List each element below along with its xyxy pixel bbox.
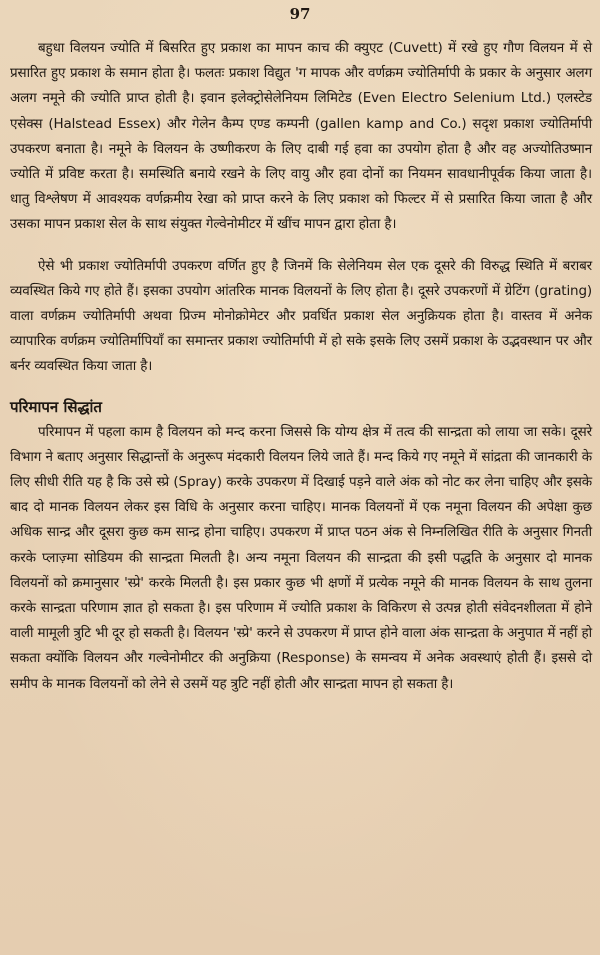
paragraph-spacer [10,238,592,254]
page-number: 97 [289,5,311,23]
section-heading: परिमापन सिद्धांत [10,397,102,416]
paragraph-measurement-principle: परिमापन में पहला काम है विलयन को मन्द करना जिससे कि योग्य क्षेत्र में तत्व की सान्द्रता को लाया जा सके। दूसरे विभाग ने बताए अनुसार सिद्धान्तों के अनुरूप मंदकारी विलयन लिये जाते हैं। मन्द किये गए नमूने में सांद्रता की जानकारी के लिए सीधी रीति यह है कि उसे स्प्रे (Spray) करके उपकरण में दिखाई पड़ने वाले अंक को नोट कर लेना चाहिए और इसके बाद दो मानक विलयन लेकर इस विधि के अनुसार करना चाहिए। मानक विलयनों में एक नमूना विलयन की अपेक्षा कुछ अधिक सान्द्र और दूसरा कुछ कम सान्द्र होना चाहिए। उपकरण में प्राप्त पठन अंक से निम्नलिखित रीति के अनुसार गिनती करके प्लाज़्मा सोडियम की सान्द्रता मिलती है। अन्य नमूना विलयन की सान्द्रता की इसी पद्धति के अनुसार दो मानक विलयनों को क्रमानुसार 'स्प्रे' करके मिलती है। इस प्रकार कुछ भी क्षणों में प्रत्येक नमूने की मानक विलयन के साथ तुलना करके सान्द्रता परिणाम ज्ञात हो सकता है। इस परिणाम में ज्योति प्रकाश के विकिरण से उत्पन्न होती संवेदनशीलता में होने वाली मामूली त्रुटि भी दूर हो सकती है। विलयन 'स्प्रे' करने से उपकरण में प्राप्त होने वाला अंक सान्द्रता के अनुपात में नहीं हो सकता क्योंकि विलयन और गल्वेनोमीटर की अनुक्रिया (Response) के समन्वय में अनेक अवस्थाएं होती हैं। इससे दो समीप के मानक विलयनों को लेने से उसमें यह त्रुटि नहीं होती और सान्द्रता मापन हो सकता है। [10,423,592,692]
paragraph-photometer-measurement: बहुधा विलयन ज्योति में बिसरित हुए प्रकाश का मापन काच की क्युएट (Cuvett) में रखे हुए गौण विलयन में से प्रसारित हुए प्रकाश के समान होता है। फलतः प्रकाश विद्युत 'ग मापक और वर्णक्रम ज्योतिर्मापी के प्रकार के अनुसार अलग अलग नमूने की ज्योति प्राप्त होती है। इवान इलेक्ट्रोसेलेनियम लिमिटेड (Even Electro Selenium Ltd.) एलस्टेड एसेक्स (Halstead Essex) और गेलेन कैम्प एण्ड कम्पनी (gallen kamp and Co.) सदृश प्रकाश ज्योतिर्मापी उपकरण बनाता है। नमूने के विलयन के उष्णीकरण के लिए दाबी गई हवा का उपयोग होता है और वह अज्योतिउष्मान ज्योति में प्रविष्ट करता है। समस्थिति बनाये रखने के लिए वायु और हवा दोनों का नियमन सावधानीपूर्वक किया जाता है। धातु विश्लेषण में आवश्यक वर्णक्रमीय रेखा को प्राप्त करने के लिए प्रकाश को फिल्टर में से प्रसारित किया जाता है और उसका मापन प्रकाश सेल के साथ संयुक्त गेल्वेनोमीटर में खींच मापन द्वारा होता है। [10,40,592,233]
paragraph-photometer-instruments: ऐसे भी प्रकाश ज्योतिर्मापी उपकरण वर्णित हुए है जिनमें कि सेलेनियम सेल एक दूसरे की विरुद्ध स्थिति में बराबर व्यवस्थित किये गए होते हैं। इसका उपयोग आंतरिक मानक विलयनों के लिए होता है। दूसरे उपकरणों में ग्रेटिंग (grating) वाला वर्णक्रम ज्योतिर्मापी अथवा प्रिज्म मोनोक्रोमेटर और प्रवर्धित प्रकाश सेल अनुक्रियक होता है। वास्तव में अनेक व्यापारिक वर्णक्रम ज्योतिर्मापियाँ का समान्तर प्रकाश ज्योतिर्मापी में हो सके इसके लिए उसमें प्रकाश के उद्भवस्थान पर और बर्नर व्यवस्थित किया जाता है। [10,257,592,375]
page-body [10,36,592,697]
